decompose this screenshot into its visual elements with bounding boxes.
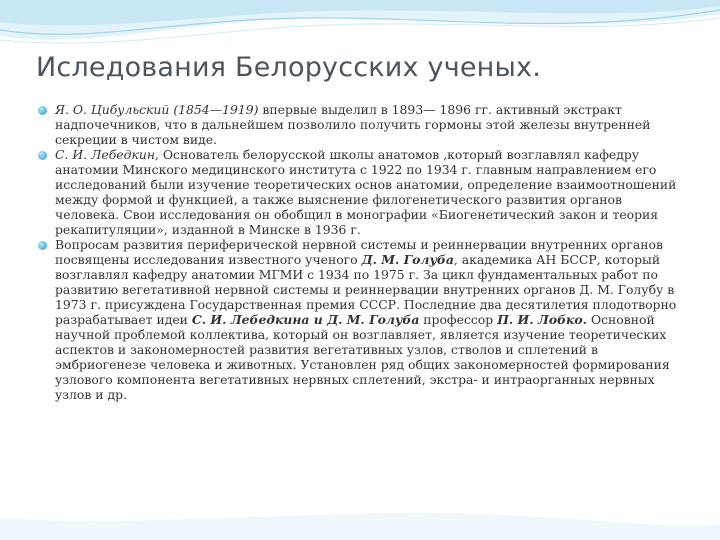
bullet-icon xyxy=(38,106,47,115)
list-item xyxy=(38,237,684,402)
bullet-list xyxy=(38,102,684,402)
bullet-icon xyxy=(38,151,47,160)
slide-title: Иследования Белорусских ученых. xyxy=(36,52,541,83)
item-text: впервые выделил в 1893— 1896 гг. активный экстракт надпочечников, что в дальнейшем позволило получить гормоны этой железы внутренней секреции в чистом виде. xyxy=(55,102,651,147)
scientist-name: С. И. Лебедкина и Д. М. Голуба xyxy=(191,312,420,327)
item-text: профессор xyxy=(419,312,498,327)
scientist-name: П. И. Лобко. xyxy=(497,312,587,327)
item-text: , Основатель белорусской школы анатомов ,который возглавлял кафедру анатомии Минского медицинского института с 1922 по 1934 г. главным направлением его исследований были изучение теоретических основ анатомии, определение взаимоотношений между формой и функцией, а также выяснение филогенетического развития органов человека. Свои исследования он обобщил в монографии «Биогенетический закон и теория рекапитуляции», изданной в Минске в 1936 г. xyxy=(55,147,677,237)
wave-bottom xyxy=(0,513,720,540)
list-item xyxy=(38,147,684,237)
author-name: С. И. Лебедкин xyxy=(55,147,156,162)
item-text: , академика АН БССР, который возглавлял кафедру анатомии МГМИ с 1934 по 1975 г. За цикл фундаментальных работ по развитию вегетативной нервной системы и реиннервации внутренних органов Д. М. Голубу в 1973 г. присуждена Государственная премия СССР. Последние два десятилетия плодотворно разрабатывает идеи xyxy=(55,252,677,327)
item-text: Вопросам развития периферической нервной системы и реиннервации внутренних органов посвящены исследования известного ученого xyxy=(55,237,663,267)
list-item xyxy=(38,102,684,147)
author-name: Я. О. Цибульский (1854—1919) xyxy=(55,102,259,117)
bullet-icon xyxy=(38,241,47,250)
item-text: Основной научной проблемой коллектива, который он возглавляет, является изучение теоретических аспектов и закономерностей развития вегетативных узлов, стволов и сплетений в эмбриогенезе человека и животных. Установлен ряд общих закономерностей формирования узлового компонента вегетативных нервных сплетений, экстра- и интраорганных нервных узлов и др. xyxy=(55,312,670,402)
scientist-name: Д. М. Голуба xyxy=(361,252,454,267)
